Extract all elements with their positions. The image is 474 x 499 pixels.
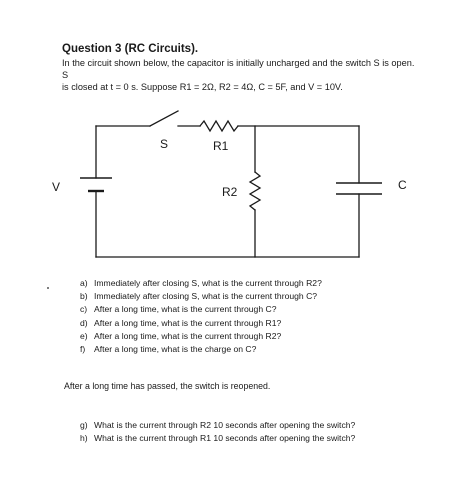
question-part-g [80, 419, 355, 432]
question-part-label: c) [80, 304, 88, 315]
question-part-a [80, 277, 322, 290]
question-part-text: What is the current through R2 10 seconds after opening the switch? [94, 420, 356, 430]
question-part-d [80, 317, 322, 330]
stray-mark [47, 287, 49, 289]
question-part-label: f) [80, 344, 86, 355]
question-part-text: After a long time, what is the current through C? [94, 304, 277, 315]
question-part-text: What is the current through R1 10 seconds after opening the switch? [94, 433, 356, 444]
battery-label: V [52, 180, 61, 194]
question-part-h [80, 432, 355, 445]
question-part-text: Immediately after closing S, what is the current through R2? [94, 278, 322, 288]
question-part-label: b) [80, 291, 88, 302]
r1-resistor [200, 121, 238, 131]
question-part-e [80, 330, 322, 343]
r1-label: R1 [213, 139, 229, 153]
r2-resistor [250, 172, 260, 210]
capacitor-label: C [398, 178, 407, 192]
question-title: Question 3 (RC Circuits). [62, 43, 199, 55]
question-part-b [80, 290, 322, 303]
r2-label: R2 [222, 185, 238, 199]
question-part-f [80, 343, 322, 356]
question-part-label: d) [80, 317, 88, 328]
intro-line-2: is closed at t = 0 s. Suppose R1 = 2Ω, R2 = 4Ω, C = 5F, and V = 10V. [62, 82, 343, 92]
question-part-label: e) [80, 330, 88, 341]
question-part-text: After a long time, what is the current through R1? [94, 317, 282, 328]
question-part-text: After a long time, what is the charge on C? [94, 344, 257, 355]
switch-label: S [160, 137, 169, 151]
questions-before-list [80, 277, 322, 356]
question-part-text: After a long time, what is the current through R2? [94, 330, 282, 341]
question-part-label: g) [80, 420, 88, 430]
intro-line-1: In the circuit shown below, the capacitor is initially uncharged and the switch S is open. S [62, 58, 415, 80]
switch-blade [150, 111, 178, 126]
question-part-text: Immediately after closing S, what is the current through C? [94, 291, 318, 302]
reopen-note: After a long time has passed, the switch is reopened. [64, 381, 271, 391]
question-part-c [80, 303, 322, 316]
questions-after-list [80, 419, 355, 445]
question-part-label: a) [80, 278, 88, 288]
question-part-label: h) [80, 433, 88, 444]
